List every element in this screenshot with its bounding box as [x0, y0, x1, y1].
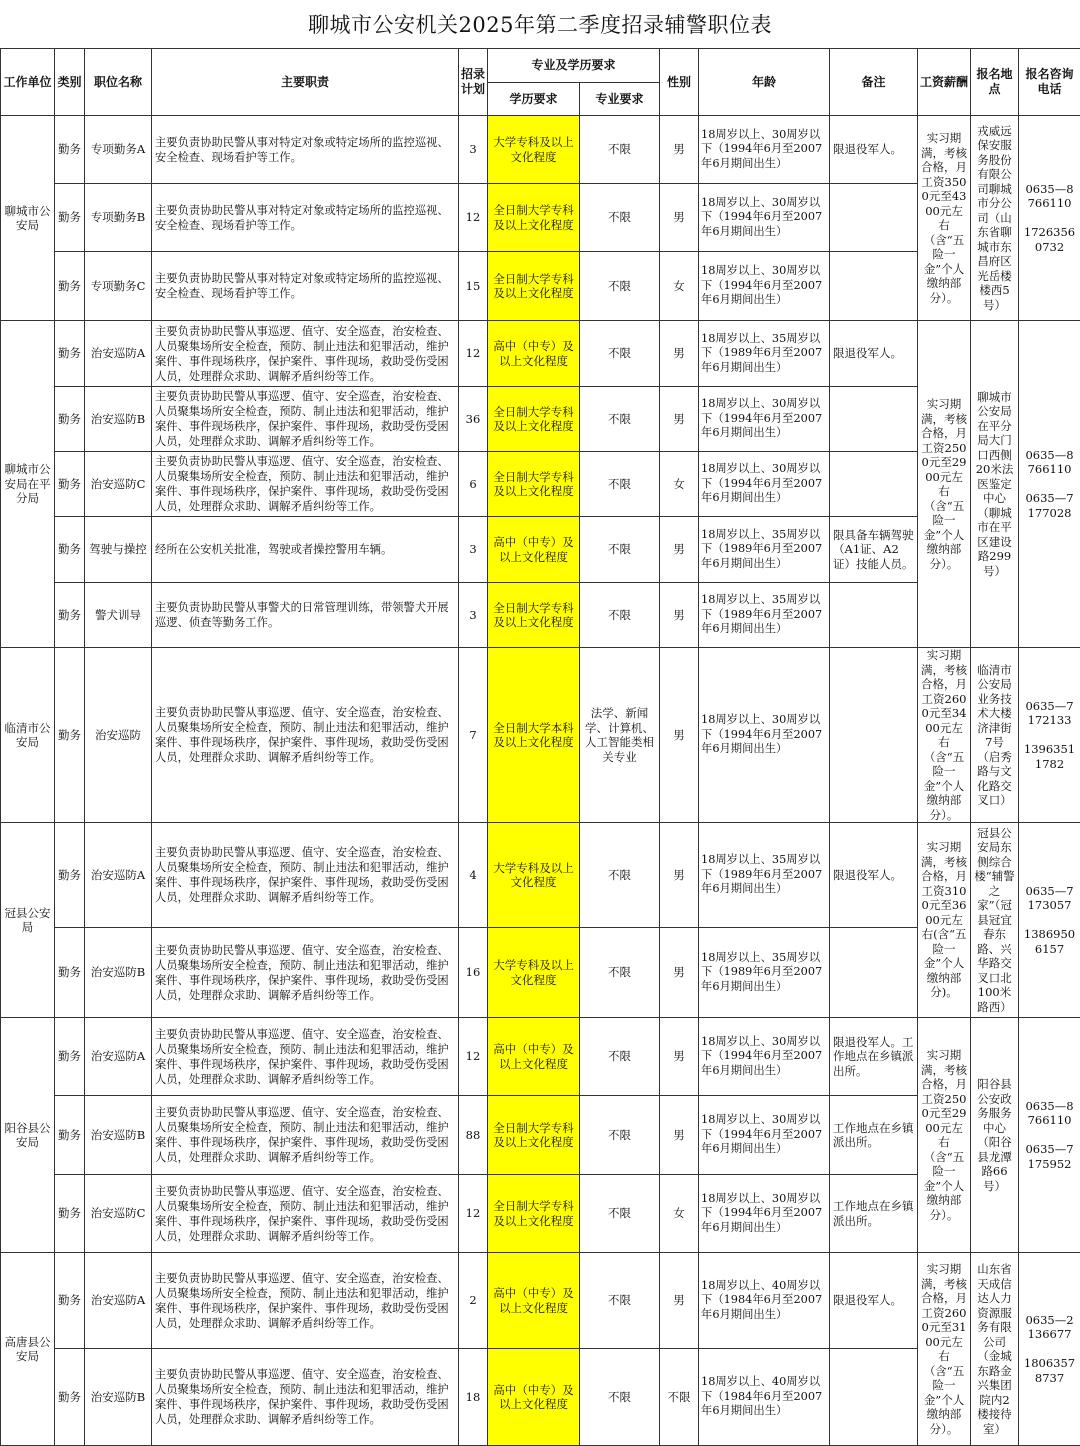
plan-cell: 3 [459, 517, 488, 583]
education-cell: 全日制大学专科及以上文化程度 [488, 452, 580, 517]
note-cell: 限具备车辆驾驶（A1证、A2证）技能人员。 [830, 517, 918, 583]
age-cell: 18周岁以上、30周岁以下（1994年6月至2007年6月期间出生） [699, 452, 830, 517]
unit-cell: 阳谷县公安局 [1, 1018, 55, 1253]
category-cell: 勤务 [55, 116, 85, 184]
table-row [1, 648, 1080, 823]
header-address: 报名地点 [971, 49, 1019, 116]
gender-cell: 女 [660, 252, 699, 321]
note-cell: 工作地点在乡镇派出所。 [830, 1096, 918, 1175]
education-cell: 高中（中专）及以上文化程度 [488, 517, 580, 583]
category-cell: 勤务 [55, 1253, 85, 1349]
position-cell: 治安巡防B [85, 1096, 152, 1175]
position-cell: 治安巡防C [85, 1175, 152, 1253]
plan-cell: 16 [459, 928, 488, 1018]
gender-cell: 男 [660, 184, 699, 252]
salary-cell: 实习期满，考核合格，月工资2600元至3400元左右（含“五险一金”个人缴纳部分）。 [918, 648, 971, 823]
age-cell: 18周岁以上、30周岁以下（1994年6月至2007年6月期间出生） [699, 1018, 830, 1096]
note-cell [830, 252, 918, 321]
note-cell [830, 452, 918, 517]
position-cell: 专项勤务B [85, 184, 152, 252]
education-cell: 高中（中专）及以上文化程度 [488, 321, 580, 387]
gender-cell: 男 [660, 1096, 699, 1175]
address-cell: 冠县公安局东侧综合楼“辅警之家”（冠县冠宜春东路、兴华路交叉口北100米路西） [971, 823, 1019, 1018]
age-cell: 18周岁以上、35周岁以下（1989年6月至2007年6月期间出生） [699, 517, 830, 583]
header-category: 类别 [55, 49, 85, 116]
salary-cell: 实习期满，考核合格，月工资3500元至4300元左右（含“五险一金”个人缴纳部分）。 [918, 116, 971, 321]
position-cell: 治安巡防A [85, 1253, 152, 1349]
address-cell: 临清市公安局业务技术大楼济津街7号（启秀路与文化路交叉口） [971, 648, 1019, 823]
position-cell: 治安巡防B [85, 1349, 152, 1446]
position-cell: 治安巡防C [85, 452, 152, 517]
gender-cell: 男 [660, 648, 699, 823]
header-age: 年龄 [699, 49, 830, 116]
position-cell: 治安巡防A [85, 1018, 152, 1096]
header-phone: 报名咨询电话 [1019, 49, 1080, 116]
category-cell: 勤务 [55, 1096, 85, 1175]
age-cell: 18周岁以上、30周岁以下（1994年6月至2007年6月期间出生） [699, 387, 830, 452]
age-cell: 18周岁以上、30周岁以下（1994年6月至2007年6月期间出生） [699, 252, 830, 321]
address-cell: 聊城市公安局在平分局大门口西侧20米法医鉴定中心（聊城市在平区建设路299号） [971, 321, 1019, 648]
education-cell: 全日制大学本科及以上文化程度 [488, 648, 580, 823]
education-cell: 大学专科及以上文化程度 [488, 116, 580, 184]
major-cell: 不限 [580, 387, 660, 452]
category-cell: 勤务 [55, 1018, 85, 1096]
age-cell: 18周岁以上、30周岁以下（1994年6月至2007年6月期间出生） [699, 184, 830, 252]
plan-cell: 3 [459, 583, 488, 648]
duties-cell: 主要负责协助民警从事对特定对象或特定场所的监控巡视、安全检查、现场看护等工作。 [152, 184, 459, 252]
gender-cell: 女 [660, 1175, 699, 1253]
table-row [1, 823, 1080, 928]
salary-cell: 实习期满，考核合格，月工资2500元至2900元左右（含“五险一金”个人缴纳部分）。 [918, 1018, 971, 1253]
table-row [1, 116, 1080, 184]
address-cell: 山东省天成信达人力资源服务有限公司（金城东路金兴集团院内2楼接待室） [971, 1253, 1019, 1446]
gender-cell: 男 [660, 928, 699, 1018]
major-cell: 不限 [580, 1096, 660, 1175]
header-note: 备注 [830, 49, 918, 116]
category-cell: 勤务 [55, 823, 85, 928]
unit-cell: 冠县公安局 [1, 823, 55, 1018]
duties-cell: 主要负责协助民警从事巡逻、值守、安全巡查，治安检查、人员聚集场所安全检查，预防、制止违法和犯罪活动，维护案件、事件现场秩序，保护案件、事件现场，救助受伤受困人员，处理群众求助、调解矛盾纠纷等工作。 [152, 452, 459, 517]
phone-cell: 0635—7172133 13963511782 [1019, 648, 1080, 823]
salary-cell: 实习期满，考核合格，月工资2500元至2900元左右（含“五险一金”个人缴纳部分）。 [918, 321, 971, 648]
age-cell: 18周岁以上、35周岁以下（1989年6月至2007年6月期间出生） [699, 583, 830, 648]
gender-cell: 男 [660, 517, 699, 583]
age-cell: 18周岁以上、40周岁以下（1984年6月至2007年6月期间出生） [699, 1253, 830, 1349]
header-gender: 性别 [660, 49, 699, 116]
category-cell: 勤务 [55, 452, 85, 517]
note-cell [830, 928, 918, 1018]
category-cell: 勤务 [55, 928, 85, 1018]
major-cell: 法学、新闻学、计算机、人工智能类相关专业 [580, 648, 660, 823]
phone-cell: 0635—7173057 13869506157 [1019, 823, 1080, 1018]
gender-cell: 男 [660, 1253, 699, 1349]
unit-cell: 高唐县公安局 [1, 1253, 55, 1446]
header-unit: 工作单位 [1, 49, 55, 116]
table-body [1, 116, 1080, 1446]
plan-cell: 36 [459, 387, 488, 452]
education-cell: 大学专科及以上文化程度 [488, 823, 580, 928]
position-cell: 专项勤务A [85, 116, 152, 184]
note-cell: 限退役军人。 [830, 823, 918, 928]
position-cell: 治安巡防A [85, 321, 152, 387]
age-cell: 18周岁以上、30周岁以下（1994年6月至2007年6月期间出生） [699, 648, 830, 823]
page-title: 聊城市公安机关2025年第二季度招录辅警职位表 [0, 0, 1080, 48]
duties-cell: 主要负责协助民警从事巡逻、值守、安全巡查，治安检查、人员聚集场所安全检查，预防、制止违法和犯罪活动，维护案件、事件现场秩序，保护案件、事件现场，救助受伤受困人员，处理群众求助、调解矛盾纠纷等工作。 [152, 1253, 459, 1349]
note-cell: 限退役军人。工作地点在乡镇派出所。 [830, 1018, 918, 1096]
note-cell [830, 184, 918, 252]
note-cell [830, 1349, 918, 1446]
unit-cell: 聊城市公安局 [1, 116, 55, 321]
header-plan: 招录计划 [459, 49, 488, 116]
position-cell: 警犬训导 [85, 583, 152, 648]
age-cell: 18周岁以上、30周岁以下（1994年6月至2007年6月期间出生） [699, 1096, 830, 1175]
major-cell: 不限 [580, 252, 660, 321]
header-position: 职位名称 [85, 49, 152, 116]
gender-cell: 女 [660, 452, 699, 517]
note-cell [830, 583, 918, 648]
duties-cell: 主要负责协助民警从事巡逻、值守、安全巡查，治安检查、人员聚集场所安全检查，预防、制止违法和犯罪活动，维护案件、事件现场秩序，保护案件、事件现场，救助受伤受困人员，处理群众求助、调解矛盾纠纷等工作。 [152, 1349, 459, 1446]
gender-cell: 男 [660, 321, 699, 387]
major-cell: 不限 [580, 321, 660, 387]
header-major-group: 专业及学历要求 [488, 49, 660, 83]
duties-cell: 经所在公安机关批准，驾驶或者操控警用车辆。 [152, 517, 459, 583]
phone-cell: 0635—8766110 0635—7175952 [1019, 1018, 1080, 1253]
phone-cell: 0635—2136677 18063578737 [1019, 1253, 1080, 1446]
header-row-1 [1, 49, 1080, 83]
duties-cell: 主要负责协助民警从事巡逻、值守、安全巡查，治安检查、人员聚集场所安全检查，预防、制止违法和犯罪活动，维护案件、事件现场秩序，保护案件、事件现场，救助受伤受困人员，处理群众求助、调解矛盾纠纷等工作。 [152, 823, 459, 928]
unit-cell: 临清市公安局 [1, 648, 55, 823]
address-cell: 戎威远保安服务股份有限公司聊城市分公司（山东省聊城市东昌府区光岳楼楼西5号） [971, 116, 1019, 321]
major-cell: 不限 [580, 184, 660, 252]
header-salary: 工资薪酬 [918, 49, 971, 116]
category-cell: 勤务 [55, 387, 85, 452]
address-cell: 阳谷县公安政务服务中心（阳谷县龙潭路66号） [971, 1018, 1019, 1253]
note-cell: 限退役军人。 [830, 116, 918, 184]
plan-cell: 12 [459, 1175, 488, 1253]
table-row [1, 1253, 1080, 1349]
major-cell: 不限 [580, 517, 660, 583]
position-cell: 驾驶与操控 [85, 517, 152, 583]
salary-cell: 实习期满，考核合格，月工资2600元至3100元左右（含“五险一金”个人缴纳部分）。 [918, 1253, 971, 1446]
note-cell [830, 387, 918, 452]
age-cell: 18周岁以上、30周岁以下（1994年6月至2007年6月期间出生） [699, 116, 830, 184]
plan-cell: 12 [459, 321, 488, 387]
major-cell: 不限 [580, 452, 660, 517]
plan-cell: 18 [459, 1349, 488, 1446]
category-cell: 勤务 [55, 1349, 85, 1446]
header-major: 专业要求 [580, 83, 660, 116]
duties-cell: 主要负责协助民警从事警犬的日常管理训练，带领警犬开展巡逻、侦查等勤务工作。 [152, 583, 459, 648]
duties-cell: 主要负责协助民警从事对特定对象或特定场所的监控巡视、安全检查、现场看护等工作。 [152, 252, 459, 321]
plan-cell: 2 [459, 1253, 488, 1349]
major-cell: 不限 [580, 823, 660, 928]
age-cell: 18周岁以上、30周岁以下（1994年6月至2007年6月期间出生） [699, 1175, 830, 1253]
plan-cell: 12 [459, 1018, 488, 1096]
major-cell: 不限 [580, 928, 660, 1018]
position-cell: 专项勤务C [85, 252, 152, 321]
position-cell: 治安巡防B [85, 928, 152, 1018]
duties-cell: 主要负责协助民警从事巡逻、值守、安全巡查，治安检查、人员聚集场所安全检查，预防、制止违法和犯罪活动，维护案件、事件现场秩序，保护案件、事件现场，救助受伤受困人员，处理群众求助、调解矛盾纠纷等工作。 [152, 387, 459, 452]
position-cell: 治安巡防A [85, 823, 152, 928]
header-education: 学历要求 [488, 83, 580, 116]
major-cell: 不限 [580, 1018, 660, 1096]
note-cell: 工作地点在乡镇派出所。 [830, 1175, 918, 1253]
plan-cell: 15 [459, 252, 488, 321]
gender-cell: 不限 [660, 1349, 699, 1446]
category-cell: 勤务 [55, 252, 85, 321]
plan-cell: 3 [459, 116, 488, 184]
table-row [1, 321, 1080, 387]
phone-cell: 0635—8766110 17263560732 [1019, 116, 1080, 321]
duties-cell: 主要负责协助民警从事巡逻、值守、安全巡查，治安检查、人员聚集场所安全检查，预防、制止违法和犯罪活动，维护案件、事件现场秩序，保护案件、事件现场，救助受伤受困人员，处理群众求助、调解矛盾纠纷等工作。 [152, 1096, 459, 1175]
education-cell: 大学专科及以上文化程度 [488, 928, 580, 1018]
position-table [0, 48, 1080, 1446]
education-cell: 全日制大学专科及以上文化程度 [488, 1175, 580, 1253]
plan-cell: 88 [459, 1096, 488, 1175]
note-cell: 限退役军人。 [830, 321, 918, 387]
age-cell: 18周岁以上、35周岁以下（1989年6月至2007年6月期间出生） [699, 823, 830, 928]
gender-cell: 男 [660, 823, 699, 928]
education-cell: 全日制大学专科及以上文化程度 [488, 1096, 580, 1175]
education-cell: 全日制大学专科及以上文化程度 [488, 387, 580, 452]
age-cell: 18周岁以上、35周岁以下（1989年6月至2007年6月期间出生） [699, 321, 830, 387]
gender-cell: 男 [660, 116, 699, 184]
header-duties: 主要职责 [152, 49, 459, 116]
category-cell: 勤务 [55, 648, 85, 823]
major-cell: 不限 [580, 116, 660, 184]
major-cell: 不限 [580, 1253, 660, 1349]
duties-cell: 主要负责协助民警从事巡逻、值守、安全巡查，治安检查、人员聚集场所安全检查，预防、制止违法和犯罪活动，维护案件、事件现场秩序，保护案件、事件现场，救助受伤受困人员，处理群众求助、调解矛盾纠纷等工作。 [152, 321, 459, 387]
category-cell: 勤务 [55, 184, 85, 252]
category-cell: 勤务 [55, 321, 85, 387]
education-cell: 高中（中专）及以上文化程度 [488, 1253, 580, 1349]
education-cell: 高中（中专）及以上文化程度 [488, 1349, 580, 1446]
gender-cell: 男 [660, 583, 699, 648]
duties-cell: 主要负责协助民警从事巡逻、值守、安全巡查，治安检查、人员聚集场所安全检查，预防、制止违法和犯罪活动，维护案件、事件现场秩序，保护案件、事件现场，救助受伤受困人员，处理群众求助、调解矛盾纠纷等工作。 [152, 648, 459, 823]
category-cell: 勤务 [55, 517, 85, 583]
plan-cell: 6 [459, 452, 488, 517]
gender-cell: 男 [660, 1018, 699, 1096]
salary-cell: 实习期满，考核合格，月工资3100元至3600元左右(含“五险一金”个人缴纳部分)。 [918, 823, 971, 1018]
duties-cell: 主要负责协助民警从事巡逻、值守、安全巡查，治安检查、人员聚集场所安全检查，预防、制止违法和犯罪活动，维护案件、事件现场秩序，保护案件、事件现场，救助受伤受困人员，处理群众求助、调解矛盾纠纷等工作。 [152, 1175, 459, 1253]
unit-cell: 聊城市公安局在平分局 [1, 321, 55, 648]
duties-cell: 主要负责协助民警从事巡逻、值守、安全巡查，治安检查、人员聚集场所安全检查，预防、制止违法和犯罪活动，维护案件、事件现场秩序，保护案件、事件现场，救助受伤受困人员，处理群众求助、调解矛盾纠纷等工作。 [152, 928, 459, 1018]
major-cell: 不限 [580, 583, 660, 648]
education-cell: 全日制大学专科及以上文化程度 [488, 583, 580, 648]
major-cell: 不限 [580, 1349, 660, 1446]
education-cell: 全日制大学专科及以上文化程度 [488, 252, 580, 321]
age-cell: 18周岁以上、35周岁以下（1989年6月至2007年6月期间出生） [699, 928, 830, 1018]
table-row [1, 1018, 1080, 1096]
category-cell: 勤务 [55, 583, 85, 648]
plan-cell: 4 [459, 823, 488, 928]
gender-cell: 男 [660, 387, 699, 452]
position-cell: 治安巡防 [85, 648, 152, 823]
category-cell: 勤务 [55, 1175, 85, 1253]
note-cell [830, 648, 918, 823]
education-cell: 全日制大学专科及以上文化程度 [488, 184, 580, 252]
plan-cell: 12 [459, 184, 488, 252]
note-cell: 限退役军人。 [830, 1253, 918, 1349]
plan-cell: 7 [459, 648, 488, 823]
duties-cell: 主要负责协助民警从事对特定对象或特定场所的监控巡视、安全检查、现场看护等工作。 [152, 116, 459, 184]
position-cell: 治安巡防B [85, 387, 152, 452]
age-cell: 18周岁以上、40周岁以下（1984年6月至2007年6月期间出生） [699, 1349, 830, 1446]
education-cell: 高中（中专）及以上文化程度 [488, 1018, 580, 1096]
duties-cell: 主要负责协助民警从事巡逻、值守、安全巡查，治安检查、人员聚集场所安全检查，预防、制止违法和犯罪活动，维护案件、事件现场秩序，保护案件、事件现场，救助受伤受困人员，处理群众求助、调解矛盾纠纷等工作。 [152, 1018, 459, 1096]
major-cell: 不限 [580, 1175, 660, 1253]
phone-cell: 0635—8766110 0635—7177028 [1019, 321, 1080, 648]
